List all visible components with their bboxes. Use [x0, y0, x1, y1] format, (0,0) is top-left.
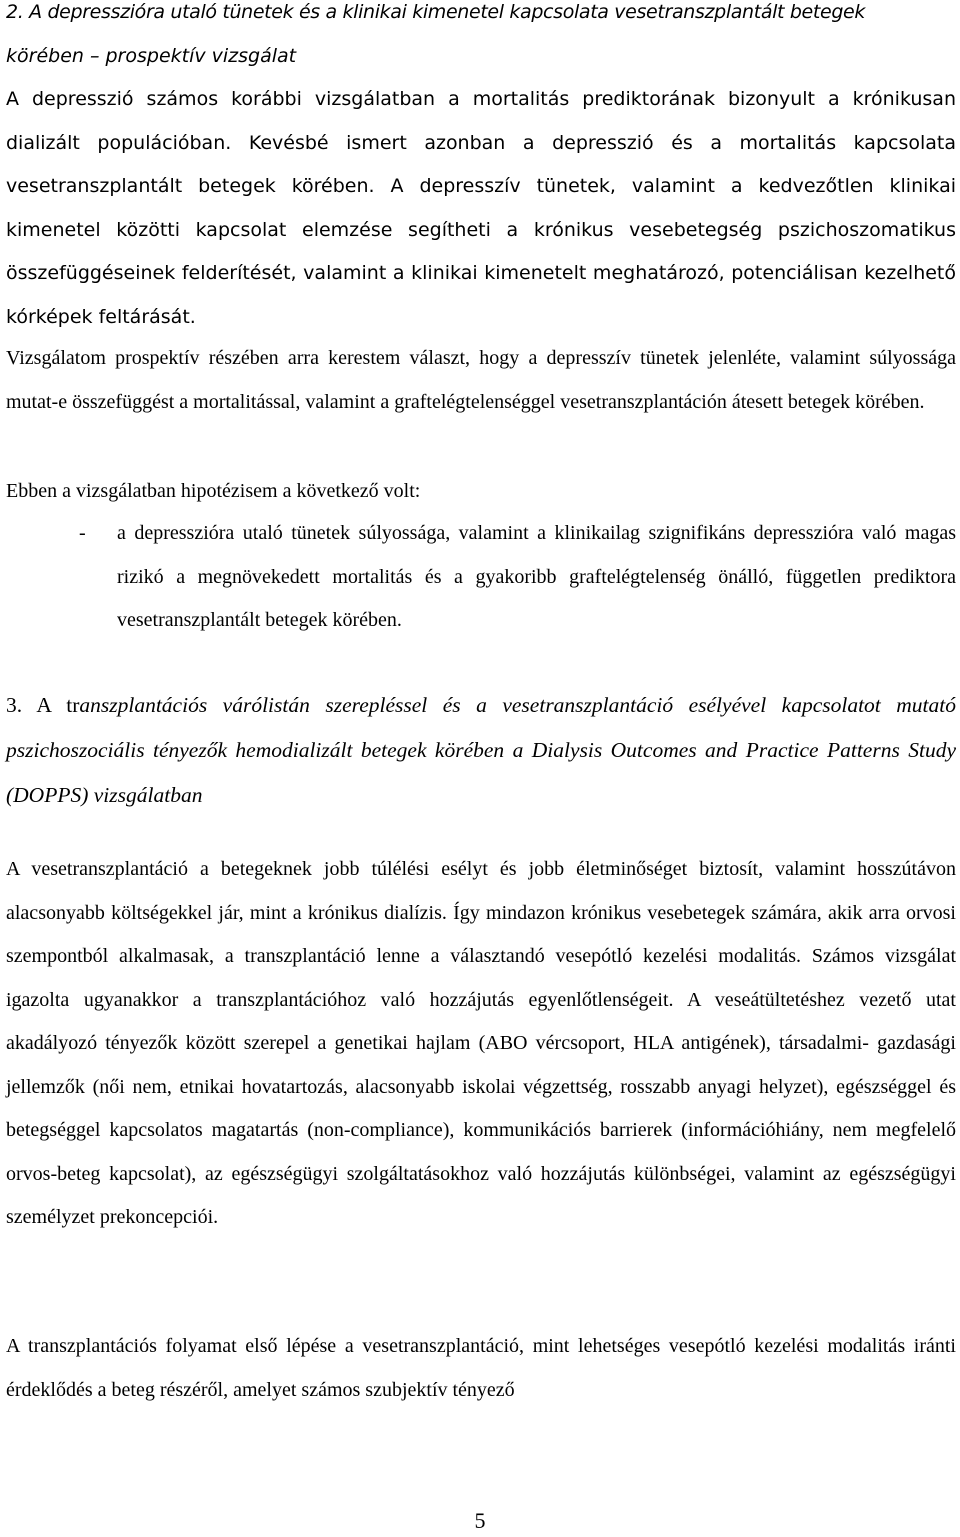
- section-3-paragraph-2: A transzplantációs folyamat első lépése a vesetranszplantáció, mint lehetséges vesepótló kezelési modalitás iránti érdeklődés a beteg részéről, amelyet számos szubjektív tényező: [6, 1335, 956, 1401]
- section-2-heading: [6, 0, 956, 78]
- section-3-heading-prefix: 3. A tr: [6, 693, 80, 717]
- hypothesis-text: a depresszióra utaló tünetek súlyossága, valamint a klinikailag szignifikáns depresszióra való magas rizikó a megnövekedett mortalitás és a gyakoribb graftelégtelenség önálló, független prediktora vesetranszplantált betegek körében.: [117, 522, 956, 631]
- section-2-heading-line-1: 2. A depresszióra utaló tünetek és a klinikai kimenetel kapcsolata vesetranszplantált betegek: [6, 1, 866, 23]
- section-3-paragraph-1: A vesetranszplantáció a betegeknek jobb túlélési esélyt és jobb életminőséget biztosít, valamint hosszútávon alacsonyabb költségekkel jár, mint a krónikus dialízis. Így mindazon krónikus vesebetegek számára, akik arra orvosi szempontból alkalmasak, a transzplantáció lenne a választandó vesepótló kezelési modalitás. Számos vizsgálat igazolta ugyanakkor a transzplantációhoz való hozzájutás egyenlőtlenségeit. A veseátültetéshez vezető utat akadályozó tényezők között szerepel a genetikai hajlam (ABO vércsoport, HLA antigének), társadalmi- gazdasági jellemzők (női nem, etnikai hovatartozás, alacsonyabb iskolai végzettség, rosszabb anyagi helyzet), egészséggel és betegséggel kapcsolatos magatartás (non-compliance), kommunikációs barrierek (információhiány, nem megfelelő orvos-beteg kapcsolat), az egészségügyi szolgáltatásokhoz való hozzájutás különbségei, valamint az egészségügyi személyzet prekoncepciói.: [6, 858, 956, 1228]
- hypothesis-list-item: [6, 512, 956, 643]
- section-2-paragraph-1: A depresszió számos korábbi vizsgálatban a mortalitás prediktorának bizonyult a krónikusan dializált populációban. Kevésbé ismert azonban a depresszió és a mortalitás kapcsolata vesetranszplantált betegek körében. A depresszív tünetek, valamint a kedvezőtlen klinikai kimenetel közötti kapcsolat elemzése segítheti a krónikus vesebetegség pszichoszomatikus összefüggéseinek felderítését, valamint a klinikai kimenetelt meghatározó, potenciálisan kezelhető kórképek feltárását.: [6, 88, 956, 328]
- section-2-paragraph-2: Vizsgálatom prospektív részében arra kerestem választ, hogy a depresszív tünetek jelenléte, valamint súlyossága mutat-e összefüggést a mortalitással, valamint a graftelégtelenséggel vesetranszplantáción átesett betegek körében.: [6, 347, 956, 413]
- list-bullet-dash: -: [79, 522, 86, 544]
- section-3-heading: [6, 683, 956, 818]
- section-2-paragraph-3: Ebben a vizsgálatban hipotézisem a következő volt:: [6, 480, 421, 502]
- section-3-heading-title: anszplantációs várólistán szerepléssel és a vesetranszplantáció esélyével kapcsolatot mutató pszichoszociális tényezők hemodializált betegek körében a Dialysis Outcomes and Practice Patterns Study (DOPPS) vizsgálatban: [6, 693, 956, 807]
- page-number: 5: [474, 1508, 486, 1533]
- section-2-heading-line-2: körében – prospektív vizsgálat: [6, 44, 297, 67]
